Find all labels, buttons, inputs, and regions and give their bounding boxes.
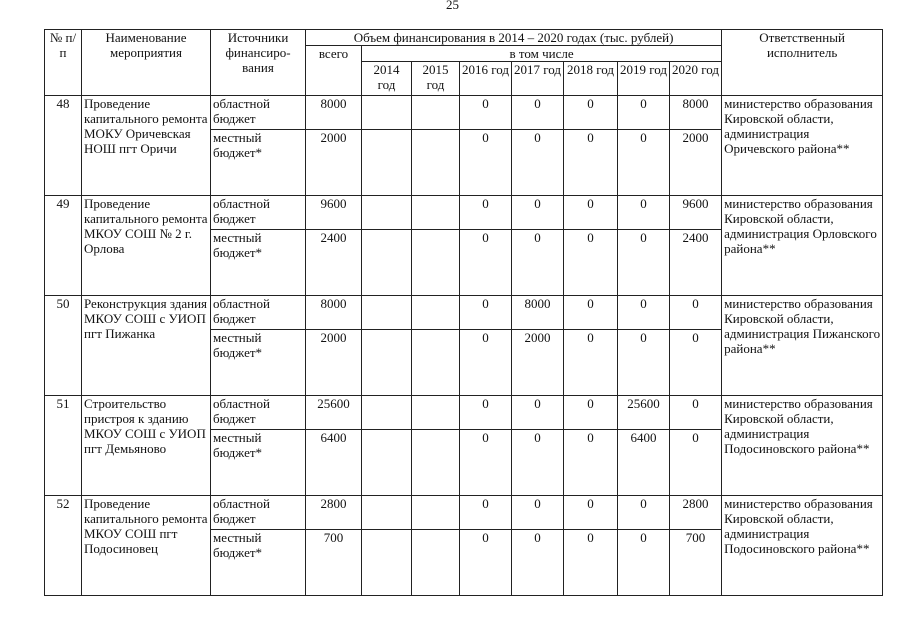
row-total: 2400: [306, 230, 362, 296]
row-executor: министерство образования Кировской области, администрация Орловского района**: [722, 196, 883, 296]
table-row: [45, 396, 883, 430]
row-2020: 0: [670, 330, 722, 396]
row-2015: [412, 430, 460, 496]
row-2017: 0: [512, 496, 564, 530]
row-2017: 0: [512, 430, 564, 496]
row-2017: 2000: [512, 330, 564, 396]
row-2020: 0: [670, 430, 722, 496]
financing-table: [44, 29, 883, 596]
row-2020: 2000: [670, 130, 722, 196]
row-name: Проведение капитального ремонта МКОУ СОШ № 2 г. Орлова: [82, 196, 211, 296]
row-2015: [412, 96, 460, 130]
row-2014: [362, 430, 412, 496]
row-2016: 0: [460, 130, 512, 196]
row-2015: [412, 396, 460, 430]
row-2016: 0: [460, 496, 512, 530]
row-2020: 2800: [670, 496, 722, 530]
row-2017: 0: [512, 230, 564, 296]
row-num: 48: [45, 96, 82, 196]
row-2015: [412, 230, 460, 296]
row-total: 700: [306, 530, 362, 596]
row-total: 2000: [306, 130, 362, 196]
row-source: областной бюджет: [211, 96, 306, 130]
row-2018: 0: [564, 330, 618, 396]
row-2014: [362, 96, 412, 130]
header-volume: Объем финансирования в 2014 – 2020 годах (тыс. рублей): [306, 30, 722, 46]
row-num: 51: [45, 396, 82, 496]
row-source: местный бюджет*: [211, 530, 306, 596]
row-2016: 0: [460, 196, 512, 230]
row-2018: 0: [564, 96, 618, 130]
row-2018: 0: [564, 430, 618, 496]
row-2017: 8000: [512, 296, 564, 330]
row-2014: [362, 130, 412, 196]
row-2018: 0: [564, 530, 618, 596]
row-2018: 0: [564, 130, 618, 196]
row-2019: 0: [618, 230, 670, 296]
row-2016: 0: [460, 296, 512, 330]
row-2015: [412, 130, 460, 196]
row-2017: 0: [512, 96, 564, 130]
row-2016: 0: [460, 330, 512, 396]
header-year: 2018 год: [564, 62, 618, 96]
row-name: Проведение капитального ремонта МКОУ СОШ пгт Подосиновец: [82, 496, 211, 596]
row-2019: 0: [618, 330, 670, 396]
row-source: местный бюджет*: [211, 430, 306, 496]
row-2014: [362, 396, 412, 430]
page-number: 25: [446, 0, 459, 12]
row-2014: [362, 196, 412, 230]
row-2020: 2400: [670, 230, 722, 296]
row-2020: 9600: [670, 196, 722, 230]
row-2018: 0: [564, 396, 618, 430]
row-total: 25600: [306, 396, 362, 430]
row-2016: 0: [460, 230, 512, 296]
row-2020: 0: [670, 396, 722, 430]
row-2014: [362, 530, 412, 596]
header-year: 2019 год: [618, 62, 670, 96]
header-source: Источники финансиро-вания: [211, 30, 306, 96]
row-2018: 0: [564, 230, 618, 296]
row-name: Реконструкция здания МКОУ СОШ с УИОП пгт Пижанка: [82, 296, 211, 396]
row-2014: [362, 230, 412, 296]
row-total: 2000: [306, 330, 362, 396]
row-executor: министерство образования Кировской области, администрация Подосиновского района**: [722, 496, 883, 596]
header-name: Наименование мероприятия: [82, 30, 211, 96]
header-year: 2020 год: [670, 62, 722, 96]
row-2016: 0: [460, 96, 512, 130]
row-2017: 0: [512, 196, 564, 230]
row-2018: 0: [564, 496, 618, 530]
row-2019: 0: [618, 496, 670, 530]
row-executor: министерство образования Кировской области, администрация Подосиновского района**: [722, 396, 883, 496]
row-num: 50: [45, 296, 82, 396]
row-2017: 0: [512, 396, 564, 430]
row-2014: [362, 496, 412, 530]
row-num: 52: [45, 496, 82, 596]
row-name: Проведение капитального ремонта МОКУ Оричевская НОШ пгт Оричи: [82, 96, 211, 196]
row-2014: [362, 296, 412, 330]
row-2016: 0: [460, 530, 512, 596]
row-2015: [412, 496, 460, 530]
header-total: всего: [306, 46, 362, 96]
row-2017: 0: [512, 530, 564, 596]
row-2019: 25600: [618, 396, 670, 430]
table-body: [45, 96, 883, 596]
header-num: № п/п: [45, 30, 82, 96]
row-total: 6400: [306, 430, 362, 496]
row-2019: 0: [618, 130, 670, 196]
row-2018: 0: [564, 296, 618, 330]
row-2015: [412, 296, 460, 330]
row-2019: 0: [618, 196, 670, 230]
header-year: 2015 год: [412, 62, 460, 96]
row-2016: 0: [460, 396, 512, 430]
header-including: в том числе: [362, 46, 722, 62]
row-2019: 0: [618, 296, 670, 330]
row-source: областной бюджет: [211, 496, 306, 530]
row-2016: 0: [460, 430, 512, 496]
row-total: 8000: [306, 296, 362, 330]
row-2017: 0: [512, 130, 564, 196]
row-2019: 6400: [618, 430, 670, 496]
header-year: 2017 год: [512, 62, 564, 96]
header-executor: Ответственный исполнитель: [722, 30, 883, 96]
row-name: Строительство пристроя к зданию МКОУ СОШ с УИОП пгт Демьяново: [82, 396, 211, 496]
row-executor: министерство образования Кировской области, администрация Пижанского района**: [722, 296, 883, 396]
table-row: [45, 496, 883, 530]
row-num: 49: [45, 196, 82, 296]
table-row: [45, 296, 883, 330]
row-total: 8000: [306, 96, 362, 130]
header-year: 2016 год: [460, 62, 512, 96]
header-year: 2014 год: [362, 62, 412, 96]
row-2019: 0: [618, 96, 670, 130]
table-row: [45, 196, 883, 230]
row-source: местный бюджет*: [211, 130, 306, 196]
row-source: местный бюджет*: [211, 330, 306, 396]
row-source: местный бюджет*: [211, 230, 306, 296]
row-2018: 0: [564, 196, 618, 230]
row-total: 2800: [306, 496, 362, 530]
row-2015: [412, 330, 460, 396]
row-2015: [412, 530, 460, 596]
row-2020: 700: [670, 530, 722, 596]
table-row: [45, 96, 883, 130]
row-source: областной бюджет: [211, 296, 306, 330]
row-2019: 0: [618, 530, 670, 596]
row-source: областной бюджет: [211, 396, 306, 430]
row-2020: 8000: [670, 96, 722, 130]
row-2015: [412, 196, 460, 230]
row-2014: [362, 330, 412, 396]
row-2020: 0: [670, 296, 722, 330]
row-executor: министерство образования Кировской области, администрация Оричевского района**: [722, 96, 883, 196]
row-total: 9600: [306, 196, 362, 230]
row-source: областной бюджет: [211, 196, 306, 230]
